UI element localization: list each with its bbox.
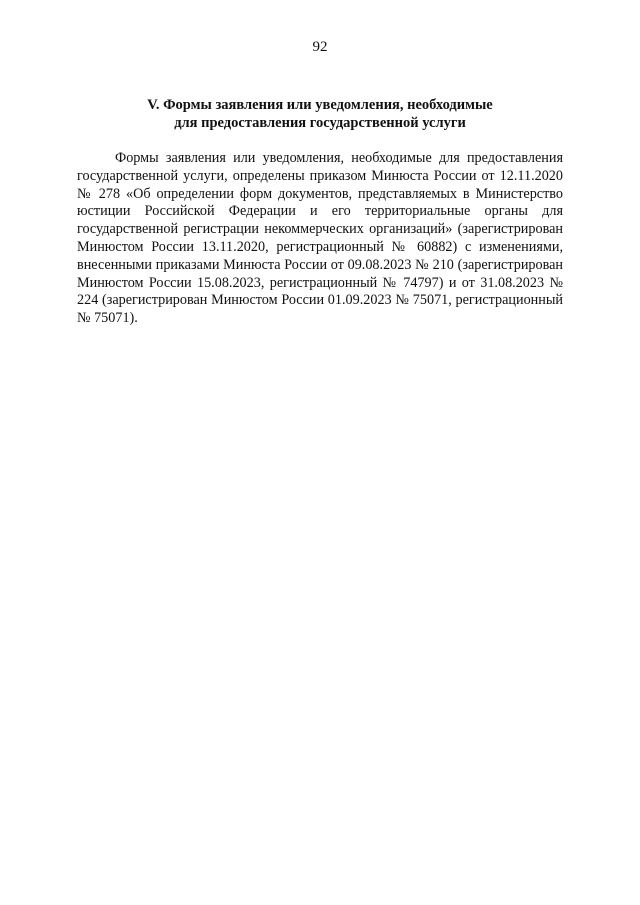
section-heading-line-2: для предоставления государственной услуги xyxy=(174,115,466,131)
section-heading-line-1: V. Формы заявления или уведомления, необходимые xyxy=(147,97,493,113)
page-number: 92 xyxy=(312,39,328,55)
body-paragraph: Формы заявления или уведомления, необходимые для предоставления государственной услуги, определены приказом Минюста России от 12.11.2020 № 278 «Об определении форм документов, представляемых в Министерство юстиции Российской Федерации и его территориальные органы для государственной регистрации некоммерческих организаций» (зарегистрирован Минюстом России 13.11.2020, регистрационный № 60882) с изменениями, внесенными приказами Минюста России от 09.08.2023 № 210 (зарегистрирован Минюстом России 15.08.2023, регистрационный № 74797) и от 31.08.2023 № 224 (зарегистрирован Минюстом России 01.09.2023 № 75071, регистрационный № 75071). xyxy=(77,150,563,327)
section-heading xyxy=(0,96,640,132)
